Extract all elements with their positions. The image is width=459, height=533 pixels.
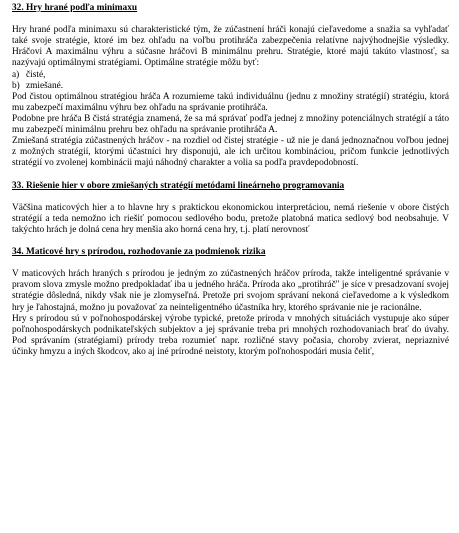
section-32-paragraph-pure-strategy-b: Podobne pre hráča B čistá stratégia znamená, že sa má správať podľa jednej z množiny potenciálnych stratégií a táto mu zabezpečí minimálnu prehru bez ohľadu na správanie protihráča A.: [12, 113, 449, 136]
document-page: [12, 3, 449, 358]
section-32-paragraph-mixed-strategy: Zmiešaná stratégia zúčastnených hráčov - na rozdiel od čistej stratégie - už nie je daná jednoznačnou voľbou jednej z možných stratégií, ktorými účastníci hry disponujú, ale ich určitou kombináciou, pričom funkcie jednotlivých stratégií vo zvolenej kombinácii majú náhodný charakter a volia sa podľa pravdepodobností.: [12, 136, 449, 169]
section-33-paragraph: Väčšina maticových hier a to hlavne hry s praktickou ekonomickou interpretáciou, nemá riešenie v obore čistých stratégií a teda nemožno ich riešiť pomocou sedlového bodu, pretože platobná matica sedlový bod neobsahuje. V takýchto hrách je dolná cena hry menšia ako horná cena hry, t.j. platí nerovnosť: [12, 202, 449, 235]
spacer: [12, 258, 449, 269]
spacer: [12, 169, 449, 180]
section-33-heading: 33. Riešenie hier v obore zmiešaných stratégií metódami lineárneho programovania: [12, 180, 345, 191]
spacer: [12, 192, 449, 203]
spacer: [12, 236, 449, 247]
section-34-heading: 34. Maticové hry s prírodou, rozhodovanie za podmienok rizika: [12, 247, 266, 258]
strategy-type-list: [12, 70, 449, 92]
list-item-text: čisté,: [26, 69, 46, 80]
list-item: [12, 70, 449, 81]
section-32-paragraph-pure-strategy-a: Pod čistou optimálnou stratégiou hráča A rozumieme takú individuálnu (jednu z množiny stratégií) stratégiu, ktorá mu zabezpečí maximálnu výhru bez ohľadu na správanie protihráča.: [12, 91, 449, 113]
list-marker: a): [12, 69, 20, 80]
section-32-intro: Hry hrané podľa minimaxu sú charakteristické tým, že zúčastnení hráči konajú cieľavedome a snažia sa vyhľadať také svoje stratégie, ktoré im bez ohľadu na voľbu protihráča zabezpečenia relatívne najvýhodnejšie výsledky. Hráčovi A maximálnu výhru a súčasne hráčovi B minimálnu prehru. Stratégie, ktoré majú takúto vlastnosť, sa nazývajú optimálnymi stratégiami. Optimálne stratégie môžu byť:: [12, 25, 449, 69]
list-item-text: zmiešané.: [26, 80, 64, 91]
section-34-paragraph-nature: V maticových hrách hraných s prírodou je jedným zo zúčastnených hráčov príroda, takže inteligentné správanie v pravom slova zmysle možno predpokladať iba u jedného hráča. Príroda ako „protihráč" je síce v presadzovaní svojej stratégie dôsledná, nikdy však nie je zlomyseľná. Pretože pri svojom správaní nekoná cieľavedome a k výsledkom hry je ľahostajná, možno ju považovať za neinteligentného účastníka hry, ktorého správanie nie je racionálne.: [12, 269, 449, 313]
section-34-paragraph-agriculture: Hry s prírodou sú v poľnohospodárskej výrobe typické, pretože príroda v mnohých situáciách vystupuje ako súper poľnohospodárskych podnikateľských subjektov a jej správanie treba pri mnohých rozhodovaniach brať do úvahy. Pod správaním (stratégiami) prírody treba rozumieť napr. rozličné stavy počasia, choroby zvierat, nepriaznivé účinky hmyzu a iných škodcov, ako aj iné prírodné neistoty, ktorým poľnohospodári musia čeliť,: [12, 313, 449, 357]
list-marker: b): [12, 80, 20, 91]
section-32-heading: 32. Hry hrané podľa minimaxu: [12, 3, 138, 13]
list-item: [12, 81, 449, 92]
spacer: [12, 14, 449, 25]
